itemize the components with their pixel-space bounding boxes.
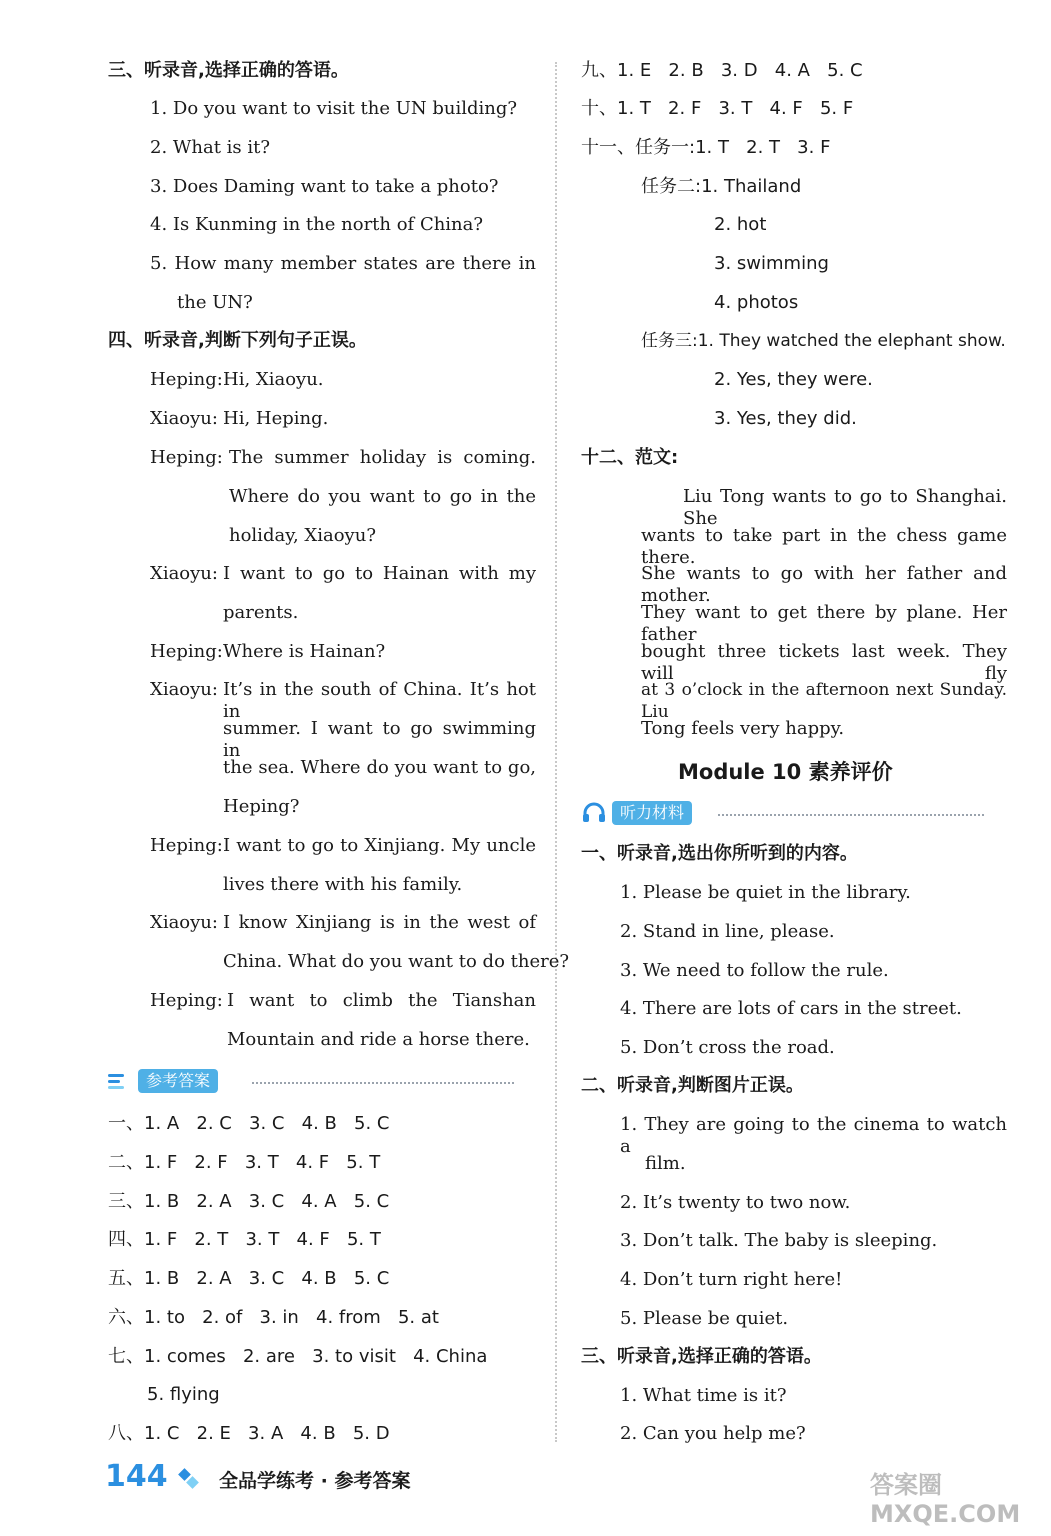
essay-line: She wants to go with her father and mother. bbox=[641, 563, 1007, 606]
dialogue-line: Mountain and ride a horse there. bbox=[227, 1029, 530, 1050]
question-item: 4. Is Kunming in the north of China? bbox=[150, 214, 484, 235]
answer-row: 八、1. C 2. E 3. A 4. B 5. D bbox=[108, 1423, 390, 1444]
diamond-icon bbox=[186, 1476, 199, 1489]
task-answer: 2. Yes, they were. bbox=[714, 369, 873, 390]
dialogue-line: I want to go to Xinjiang. My uncle bbox=[223, 835, 536, 856]
speaker: Heping: bbox=[150, 835, 223, 856]
book-title: 全品学练考 · 参考答案 bbox=[219, 1470, 411, 1492]
dialogue-line: Hi, Xiaoyu. bbox=[223, 369, 324, 390]
dialogue-line: summer. I want to go swimming in bbox=[223, 718, 536, 761]
tag-dotted-rule bbox=[718, 814, 984, 816]
dialogue-line: I know Xinjiang is in the west of bbox=[223, 912, 536, 933]
dialogue-line: Heping? bbox=[223, 796, 300, 817]
answer-row: 一、1. A 2. C 3. C 4. B 5. C bbox=[108, 1113, 390, 1134]
essay-line: bought three tickets last week. They will fly bbox=[641, 641, 1007, 684]
speaker: Heping: bbox=[150, 641, 223, 662]
essay-line: at 3 o’clock in the afternoon next Sunday. Liu bbox=[641, 680, 1007, 722]
question-item: 2. Can you help me? bbox=[620, 1423, 806, 1444]
answer-row: 二、1. F 2. F 3. T 4. F 5. T bbox=[108, 1152, 381, 1173]
question-item: 3. We need to follow the rule. bbox=[620, 960, 889, 981]
section-heading: 四、听录音,判断下列句子正误。 bbox=[108, 330, 367, 351]
task-answer: 4. photos bbox=[714, 292, 799, 313]
section-heading: 二、听录音,判断图片正误。 bbox=[581, 1075, 804, 1096]
column-divider bbox=[555, 62, 557, 1442]
question-item: 5. How many member states are there in bbox=[150, 253, 536, 274]
essay-line: Liu Tong wants to go to Shanghai. She bbox=[683, 486, 1007, 529]
module-title: Module 10 素养评价 bbox=[678, 760, 893, 784]
speaker: Heping: bbox=[150, 447, 223, 468]
dialogue-line: I want to go to Hainan with my bbox=[223, 563, 536, 584]
section-heading: 一、听录音,选出你所听到的内容。 bbox=[581, 843, 858, 864]
dialogue-line: China. What do you want to do there? bbox=[223, 951, 570, 972]
speaker: Heping: bbox=[150, 990, 223, 1011]
headphones-icon bbox=[582, 802, 606, 824]
question-item: 1. Please be quiet in the library. bbox=[620, 882, 911, 903]
page-number: 144 bbox=[105, 1459, 168, 1494]
dialogue-line: holiday, Xiaoyu? bbox=[229, 525, 376, 546]
dialogue-line: the sea. Where do you want to go, bbox=[223, 757, 536, 778]
speaker: Heping: bbox=[150, 369, 223, 390]
dialogue-line: Hi, Heping. bbox=[223, 408, 329, 429]
question-item-cont: film. bbox=[645, 1153, 686, 1174]
answer-row: 四、1. F 2. T 3. T 4. F 5. T bbox=[108, 1229, 381, 1250]
task-answer: 3. swimming bbox=[714, 253, 829, 274]
task-answer: 3. Yes, they did. bbox=[714, 408, 857, 429]
question-item: 4. Don’t turn right here! bbox=[620, 1269, 843, 1290]
task-answer: 任务二:1. Thailand bbox=[641, 176, 802, 197]
task-answer: 任务三:1. They watched the elephant show. bbox=[641, 331, 1006, 351]
section-heading: 三、听录音,选择正确的答语。 bbox=[108, 60, 349, 81]
question-item: 1. What time is it? bbox=[620, 1385, 787, 1406]
question-item: 1. Do you want to visit the UN building? bbox=[150, 98, 518, 119]
dialogue-line: I want to climb the Tianshan bbox=[227, 990, 536, 1011]
question-item-cont: the UN? bbox=[177, 292, 253, 313]
question-item: 2. It’s twenty to two now. bbox=[620, 1192, 851, 1213]
question-item: 2. What is it? bbox=[150, 137, 271, 158]
answer-row: 三、1. B 2. A 3. C 4. A 5. C bbox=[108, 1191, 390, 1212]
question-item: 5. Don’t cross the road. bbox=[620, 1037, 835, 1058]
question-item: 4. There are lots of cars in the street. bbox=[620, 998, 962, 1019]
answer-key-icon bbox=[107, 1071, 129, 1091]
task-answer: 2. hot bbox=[714, 214, 767, 235]
dialogue-line: The summer holiday is coming. bbox=[229, 447, 536, 468]
essay-line: They want to get there by plane. Her father bbox=[641, 602, 1007, 645]
question-item: 1. They are going to the cinema to watch a bbox=[620, 1114, 1007, 1157]
dialogue-line: It’s in the south of China. It’s hot in bbox=[223, 679, 536, 722]
speaker: Xiaoyu: bbox=[150, 408, 218, 429]
question-item: 5. Please be quiet. bbox=[620, 1308, 789, 1329]
watermark bbox=[870, 1465, 1040, 1528]
essay-line: Tong feels very happy. bbox=[641, 718, 845, 739]
watermark-text: 答案圈 MXQE.COM bbox=[870, 1471, 1021, 1528]
answer-row: 五、1. B 2. A 3. C 4. B 5. C bbox=[108, 1268, 390, 1289]
essay-line: wants to take part in the chess game there. bbox=[641, 525, 1007, 568]
section-heading: 三、听录音,选择正确的答语。 bbox=[581, 1346, 822, 1367]
answer-row: 十一、任务一:1. T 2. T 3. F bbox=[581, 137, 831, 158]
speaker: Xiaoyu: bbox=[150, 912, 218, 933]
dialogue-line: Where is Hainan? bbox=[223, 641, 386, 662]
question-item: 3. Does Daming want to take a photo? bbox=[150, 176, 499, 197]
dialogue-line: lives there with his family. bbox=[223, 874, 463, 895]
answer-row: 十、1. T 2. F 3. T 4. F 5. F bbox=[581, 98, 854, 119]
answer-row-cont: 5. flying bbox=[147, 1384, 220, 1405]
answer-row: 六、1. to 2. of 3. in 4. from 5. at bbox=[108, 1307, 439, 1328]
question-item: 3. Don’t talk. The baby is sleeping. bbox=[620, 1230, 938, 1251]
tag-dotted-rule bbox=[252, 1082, 514, 1084]
answer-row: 九、1. E 2. B 3. D 4. A 5. C bbox=[581, 60, 863, 81]
section-heading: 十二、范文: bbox=[581, 447, 679, 468]
dialogue-line: parents. bbox=[223, 602, 299, 623]
question-item: 2. Stand in line, please. bbox=[620, 921, 835, 942]
dialogue-line: Where do you want to go in the bbox=[229, 486, 536, 507]
answer-row: 七、1. comes 2. are 3. to visit 4. China bbox=[108, 1346, 488, 1367]
speaker: Xiaoyu: bbox=[150, 679, 218, 700]
answer-key-tag: 参考答案 bbox=[138, 1069, 218, 1093]
listening-material-tag: 听力材料 bbox=[612, 801, 692, 825]
speaker: Xiaoyu: bbox=[150, 563, 218, 584]
